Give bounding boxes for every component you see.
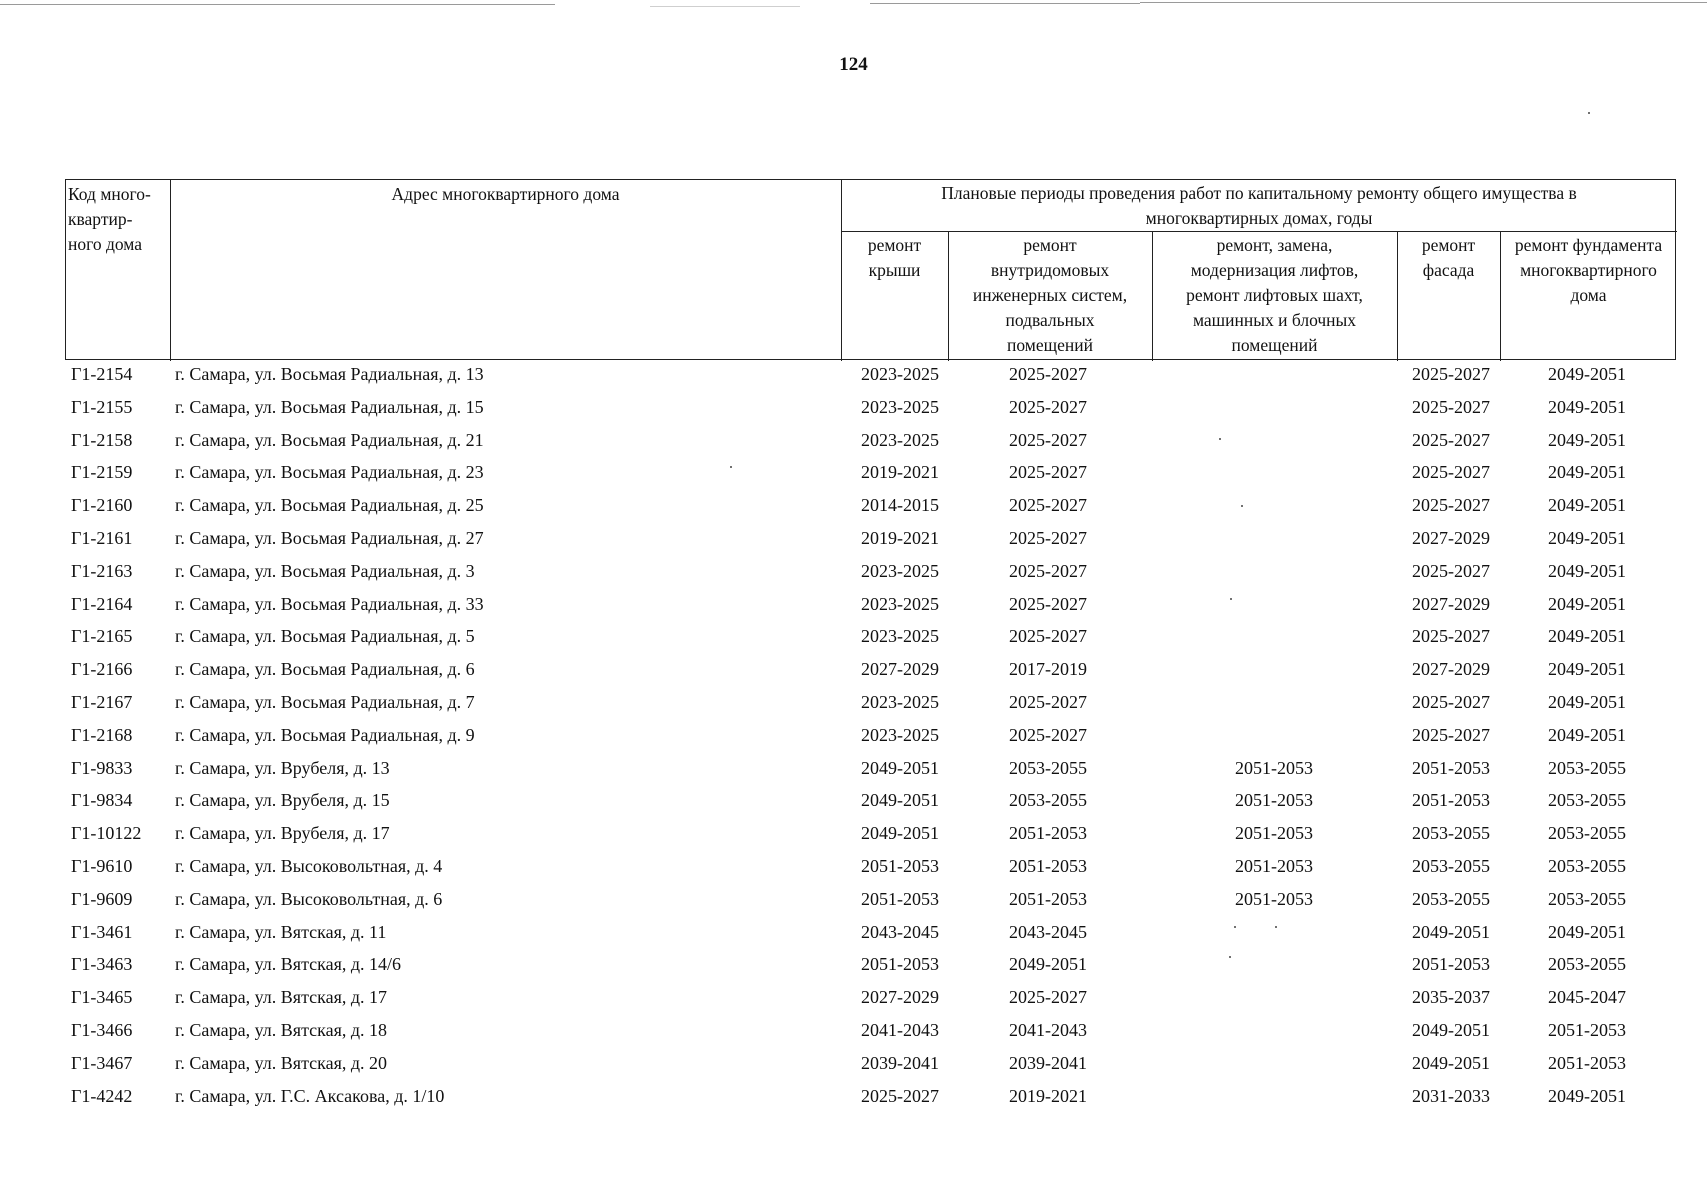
table-row	[65, 491, 1676, 524]
row-systems: 2025-2027	[1009, 396, 1087, 417]
row-roof: 2023-2025	[861, 724, 939, 745]
row-address: г. Самара, ул. Восьмая Радиальная, д. 33	[175, 593, 484, 614]
table-row	[65, 426, 1676, 459]
header-divider	[841, 231, 1677, 232]
table-row	[65, 622, 1676, 655]
row-roof: 2043-2045	[861, 921, 939, 942]
row-code: Г1-3467	[71, 1052, 133, 1073]
table-row	[65, 1016, 1676, 1049]
table-row	[65, 1082, 1676, 1115]
row-foundation: 2049-2051	[1548, 527, 1626, 548]
row-address: г. Самара, ул. Вятская, д. 11	[175, 921, 387, 942]
page-number: 124	[839, 54, 868, 75]
row-systems: 2025-2027	[1009, 364, 1087, 384]
row-facade: 2051-2053	[1412, 790, 1490, 811]
row-facade: 2025-2027	[1412, 495, 1490, 516]
header-systems-line: подвальных	[1005, 310, 1095, 330]
row-facade: 2053-2055	[1412, 823, 1490, 844]
row-facade: 2025-2027	[1412, 560, 1490, 581]
row-roof: 2023-2025	[861, 593, 939, 614]
row-facade: 2049-2051	[1412, 1052, 1490, 1073]
row-foundation: 2053-2055	[1548, 823, 1626, 844]
row-address: г. Самара, ул. Врубеля, д. 15	[175, 790, 390, 811]
row-foundation: 2045-2047	[1548, 987, 1626, 1008]
table-row	[65, 458, 1676, 491]
row-foundation: 2051-2053	[1548, 1019, 1626, 1040]
row-address: г. Самара, ул. Высоковольтная, д. 4	[175, 855, 443, 876]
row-systems: 2025-2027	[1009, 495, 1087, 516]
row-address: г. Самара, ул. Вятская, д. 20	[175, 1052, 388, 1073]
row-roof: 2025-2027	[861, 1085, 939, 1106]
row-facade: 2027-2029	[1412, 593, 1490, 614]
row-foundation: 2049-2051	[1548, 462, 1626, 483]
row-code: Г1-2165	[71, 626, 133, 647]
header-group-line: многоквартирных домах, годы	[1145, 208, 1373, 228]
row-foundation: 2049-2051	[1548, 429, 1626, 450]
row-facade: 2025-2027	[1412, 462, 1490, 483]
row-systems: 2025-2027	[1009, 560, 1087, 581]
row-lifts: 2051-2053	[1235, 888, 1313, 909]
row-facade: 2025-2027	[1412, 691, 1490, 712]
row-address: г. Самара, ул. Вятская, д. 18	[175, 1019, 388, 1040]
row-address: г. Самара, ул. Восьмая Радиальная, д. 15	[175, 396, 484, 417]
row-code: Г1-2166	[71, 659, 133, 680]
row-systems: 2053-2055	[1009, 757, 1087, 778]
row-code: Г1-9609	[71, 888, 133, 909]
row-systems: 2049-2051	[1009, 954, 1087, 975]
header-systems-line: помещений	[1007, 335, 1093, 355]
row-systems: 2019-2021	[1009, 1085, 1087, 1106]
table-row	[65, 885, 1676, 918]
header-code-line: ного дома	[68, 234, 143, 254]
row-code: Г1-2160	[71, 495, 133, 516]
header-code	[66, 182, 170, 257]
header-facade-line: ремонт	[1421, 235, 1476, 255]
header-foundation	[1500, 233, 1677, 308]
row-lifts: 2051-2053	[1235, 757, 1313, 778]
row-foundation: 2049-2051	[1548, 364, 1626, 384]
scan-speck	[1275, 926, 1277, 928]
scan-edge-line	[1140, 2, 1707, 3]
row-facade: 2051-2053	[1412, 757, 1490, 778]
row-facade: 2027-2029	[1412, 527, 1490, 548]
row-facade: 2027-2029	[1412, 659, 1490, 680]
row-foundation: 2049-2051	[1548, 659, 1626, 680]
row-facade: 2025-2027	[1412, 626, 1490, 647]
row-systems: 2025-2027	[1009, 626, 1087, 647]
row-foundation: 2053-2055	[1548, 757, 1626, 778]
row-address: г. Самара, ул. Врубеля, д. 17	[175, 823, 390, 844]
row-code: Г1-2167	[71, 691, 133, 712]
row-address: г. Самара, ул. Врубеля, д. 13	[175, 757, 390, 778]
row-address: г. Самара, ул. Восьмая Радиальная, д. 9	[175, 724, 475, 745]
row-systems: 2025-2027	[1009, 691, 1087, 712]
table-row	[65, 688, 1676, 721]
row-facade: 2049-2051	[1412, 1019, 1490, 1040]
header-code-line: Код много-	[68, 184, 151, 204]
row-roof: 2027-2029	[861, 987, 939, 1008]
row-code: Г1-2168	[71, 724, 133, 745]
table-row	[65, 852, 1676, 885]
header-systems	[948, 233, 1152, 358]
row-foundation: 2053-2055	[1548, 855, 1626, 876]
row-systems: 2053-2055	[1009, 790, 1087, 811]
row-systems: 2025-2027	[1009, 987, 1087, 1008]
row-lifts: 2051-2053	[1235, 855, 1313, 876]
row-systems: 2043-2045	[1009, 921, 1087, 942]
row-code: Г1-2164	[71, 593, 133, 614]
row-code: Г1-3461	[71, 921, 133, 942]
scan-speck	[1234, 926, 1236, 928]
row-foundation: 2049-2051	[1548, 1085, 1626, 1106]
row-foundation: 2049-2051	[1548, 626, 1626, 647]
row-roof: 2041-2043	[861, 1019, 939, 1040]
row-roof: 2023-2025	[861, 429, 939, 450]
table-row	[65, 918, 1676, 951]
row-systems: 2025-2027	[1009, 429, 1087, 450]
row-foundation: 2049-2051	[1548, 593, 1626, 614]
row-code: Г1-2161	[71, 527, 133, 548]
scan-edge-line	[870, 3, 1140, 4]
header-code-line: квартир-	[68, 209, 133, 229]
row-address: г. Самара, ул. Восьмая Радиальная, д. 25	[175, 495, 484, 516]
row-roof: 2049-2051	[861, 790, 939, 811]
header-lifts-line: помещений	[1231, 335, 1318, 355]
row-facade: 2035-2037	[1412, 987, 1490, 1008]
row-roof: 2023-2025	[861, 396, 939, 417]
scan-speck	[1588, 112, 1590, 114]
row-systems: 2051-2053	[1009, 855, 1087, 876]
row-facade: 2053-2055	[1412, 888, 1490, 909]
row-address: г. Самара, ул. Восьмая Радиальная, д. 27	[175, 527, 484, 548]
row-facade: 2025-2027	[1412, 724, 1490, 745]
table-row	[65, 950, 1676, 983]
row-address: г. Самара, ул. Восьмая Радиальная, д. 5	[175, 626, 475, 647]
header-roof	[841, 233, 948, 283]
header-group-title	[841, 181, 1677, 231]
row-facade: 2051-2053	[1412, 954, 1490, 975]
row-address: г. Самара, ул. Восьмая Радиальная, д. 3	[175, 560, 475, 581]
row-foundation: 2049-2051	[1548, 724, 1626, 745]
row-foundation: 2049-2051	[1548, 691, 1626, 712]
row-lifts: 2051-2053	[1235, 823, 1313, 844]
row-foundation: 2049-2051	[1548, 560, 1626, 581]
table-row	[65, 590, 1676, 623]
row-roof: 2014-2015	[861, 495, 939, 516]
row-systems: 2051-2053	[1009, 888, 1087, 909]
row-address: г. Самара, ул. Высоковольтная, д. 6	[175, 888, 443, 909]
header-foundation-line: многоквартирного	[1520, 260, 1657, 280]
header-roof-line: крыши	[868, 260, 921, 280]
table-body	[65, 360, 1676, 1114]
scan-edge-line	[0, 4, 555, 5]
scan-speck	[1230, 598, 1232, 600]
row-roof: 2023-2025	[861, 626, 939, 647]
row-lifts: 2051-2053	[1235, 790, 1313, 811]
row-roof: 2049-2051	[861, 757, 939, 778]
row-systems: 2025-2027	[1009, 462, 1087, 483]
table-row	[65, 819, 1676, 852]
row-roof: 2019-2021	[861, 462, 939, 483]
header-lifts-line: модернизация лифтов,	[1190, 260, 1359, 280]
scan-speck	[1241, 505, 1243, 507]
table-row	[65, 1049, 1676, 1082]
row-address: г. Самара, ул. Вятская, д. 17	[175, 987, 388, 1008]
header-facade	[1397, 233, 1500, 283]
row-address: г. Самара, ул. Восьмая Радиальная, д. 23	[175, 462, 484, 483]
scan-speck	[1229, 956, 1231, 958]
header-lifts	[1152, 233, 1397, 358]
row-facade: 2031-2033	[1412, 1085, 1490, 1106]
header-systems-line: ремонт	[1023, 235, 1077, 255]
row-facade: 2025-2027	[1412, 364, 1490, 384]
scan-speck	[730, 466, 732, 468]
header-address: Адрес многоквартирного дома	[391, 184, 620, 204]
row-code: Г1-3465	[71, 987, 133, 1008]
table-row	[65, 754, 1676, 787]
row-roof: 2023-2025	[861, 560, 939, 581]
header-systems-line: внутридомовых	[990, 260, 1110, 280]
table-row	[65, 360, 1676, 393]
row-address: г. Самара, ул. Г.С. Аксакова, д. 1/10	[175, 1085, 445, 1106]
row-facade: 2025-2027	[1412, 396, 1490, 417]
header-group-line: Плановые периоды проведения работ по капитальному ремонту общего имущества в	[941, 183, 1577, 203]
header-lifts-line: машинных и блочных	[1192, 310, 1357, 330]
row-foundation: 2053-2055	[1548, 790, 1626, 811]
header-facade-line: фасада	[1422, 260, 1475, 280]
row-code: Г1-2158	[71, 429, 133, 450]
row-systems: 2025-2027	[1009, 724, 1087, 745]
header-roof-line: ремонт	[867, 235, 922, 255]
row-address: г. Самара, ул. Восьмая Радиальная, д. 7	[175, 691, 475, 712]
row-facade: 2053-2055	[1412, 855, 1490, 876]
row-facade: 2025-2027	[1412, 429, 1490, 450]
scan-speck	[1219, 438, 1221, 440]
row-systems: 2039-2041	[1009, 1052, 1087, 1073]
row-systems: 2025-2027	[1009, 527, 1087, 548]
table-row	[65, 524, 1676, 557]
row-code: Г1-9833	[71, 757, 133, 778]
row-systems: 2051-2053	[1009, 823, 1087, 844]
header-divider	[170, 180, 171, 361]
row-code: Г1-9610	[71, 855, 133, 876]
row-address: г. Самара, ул. Восьмая Радиальная, д. 13	[175, 364, 484, 384]
row-systems: 2041-2043	[1009, 1019, 1087, 1040]
row-roof: 2023-2025	[861, 364, 939, 384]
row-code: Г1-4242	[71, 1085, 133, 1106]
row-roof: 2051-2053	[861, 954, 939, 975]
row-roof: 2023-2025	[861, 691, 939, 712]
row-foundation: 2053-2055	[1548, 954, 1626, 975]
row-foundation: 2051-2053	[1548, 1052, 1626, 1073]
row-roof: 2039-2041	[861, 1052, 939, 1073]
row-code: Г1-3466	[71, 1019, 133, 1040]
row-address: г. Самара, ул. Восьмая Радиальная, д. 6	[175, 659, 475, 680]
row-address: г. Самара, ул. Вятская, д. 14/6	[175, 954, 402, 975]
row-foundation: 2053-2055	[1548, 888, 1626, 909]
table-header	[65, 179, 1676, 360]
table-row	[65, 393, 1676, 426]
scan-edge-line	[650, 6, 800, 7]
table-row	[65, 557, 1676, 590]
header-foundation-line: ремонт фундамента	[1514, 235, 1663, 255]
row-code: Г1-9834	[71, 790, 133, 811]
row-address: г. Самара, ул. Восьмая Радиальная, д. 21	[175, 429, 484, 450]
row-foundation: 2049-2051	[1548, 921, 1626, 942]
row-code: Г1-2154	[71, 364, 133, 384]
header-foundation-line: дома	[1570, 285, 1607, 305]
row-code: Г1-10122	[71, 823, 142, 844]
row-foundation: 2049-2051	[1548, 495, 1626, 516]
row-roof: 2027-2029	[861, 659, 939, 680]
row-foundation: 2049-2051	[1548, 396, 1626, 417]
table-row	[65, 655, 1676, 688]
header-lifts-line: ремонт, замена,	[1216, 235, 1333, 255]
header-systems-line: инженерных систем,	[972, 285, 1128, 305]
row-code: Г1-2155	[71, 396, 133, 417]
row-facade: 2049-2051	[1412, 921, 1490, 942]
table-row	[65, 983, 1676, 1016]
row-roof: 2051-2053	[861, 855, 939, 876]
row-code: Г1-3463	[71, 954, 133, 975]
row-code: Г1-2163	[71, 560, 133, 581]
table-row	[65, 721, 1676, 754]
row-code: Г1-2159	[71, 462, 133, 483]
row-roof: 2049-2051	[861, 823, 939, 844]
row-systems: 2017-2019	[1009, 659, 1087, 680]
row-systems: 2025-2027	[1009, 593, 1087, 614]
row-roof: 2051-2053	[861, 888, 939, 909]
header-lifts-line: ремонт лифтовых шахт,	[1186, 285, 1363, 305]
table-row	[65, 786, 1676, 819]
row-roof: 2019-2021	[861, 527, 939, 548]
